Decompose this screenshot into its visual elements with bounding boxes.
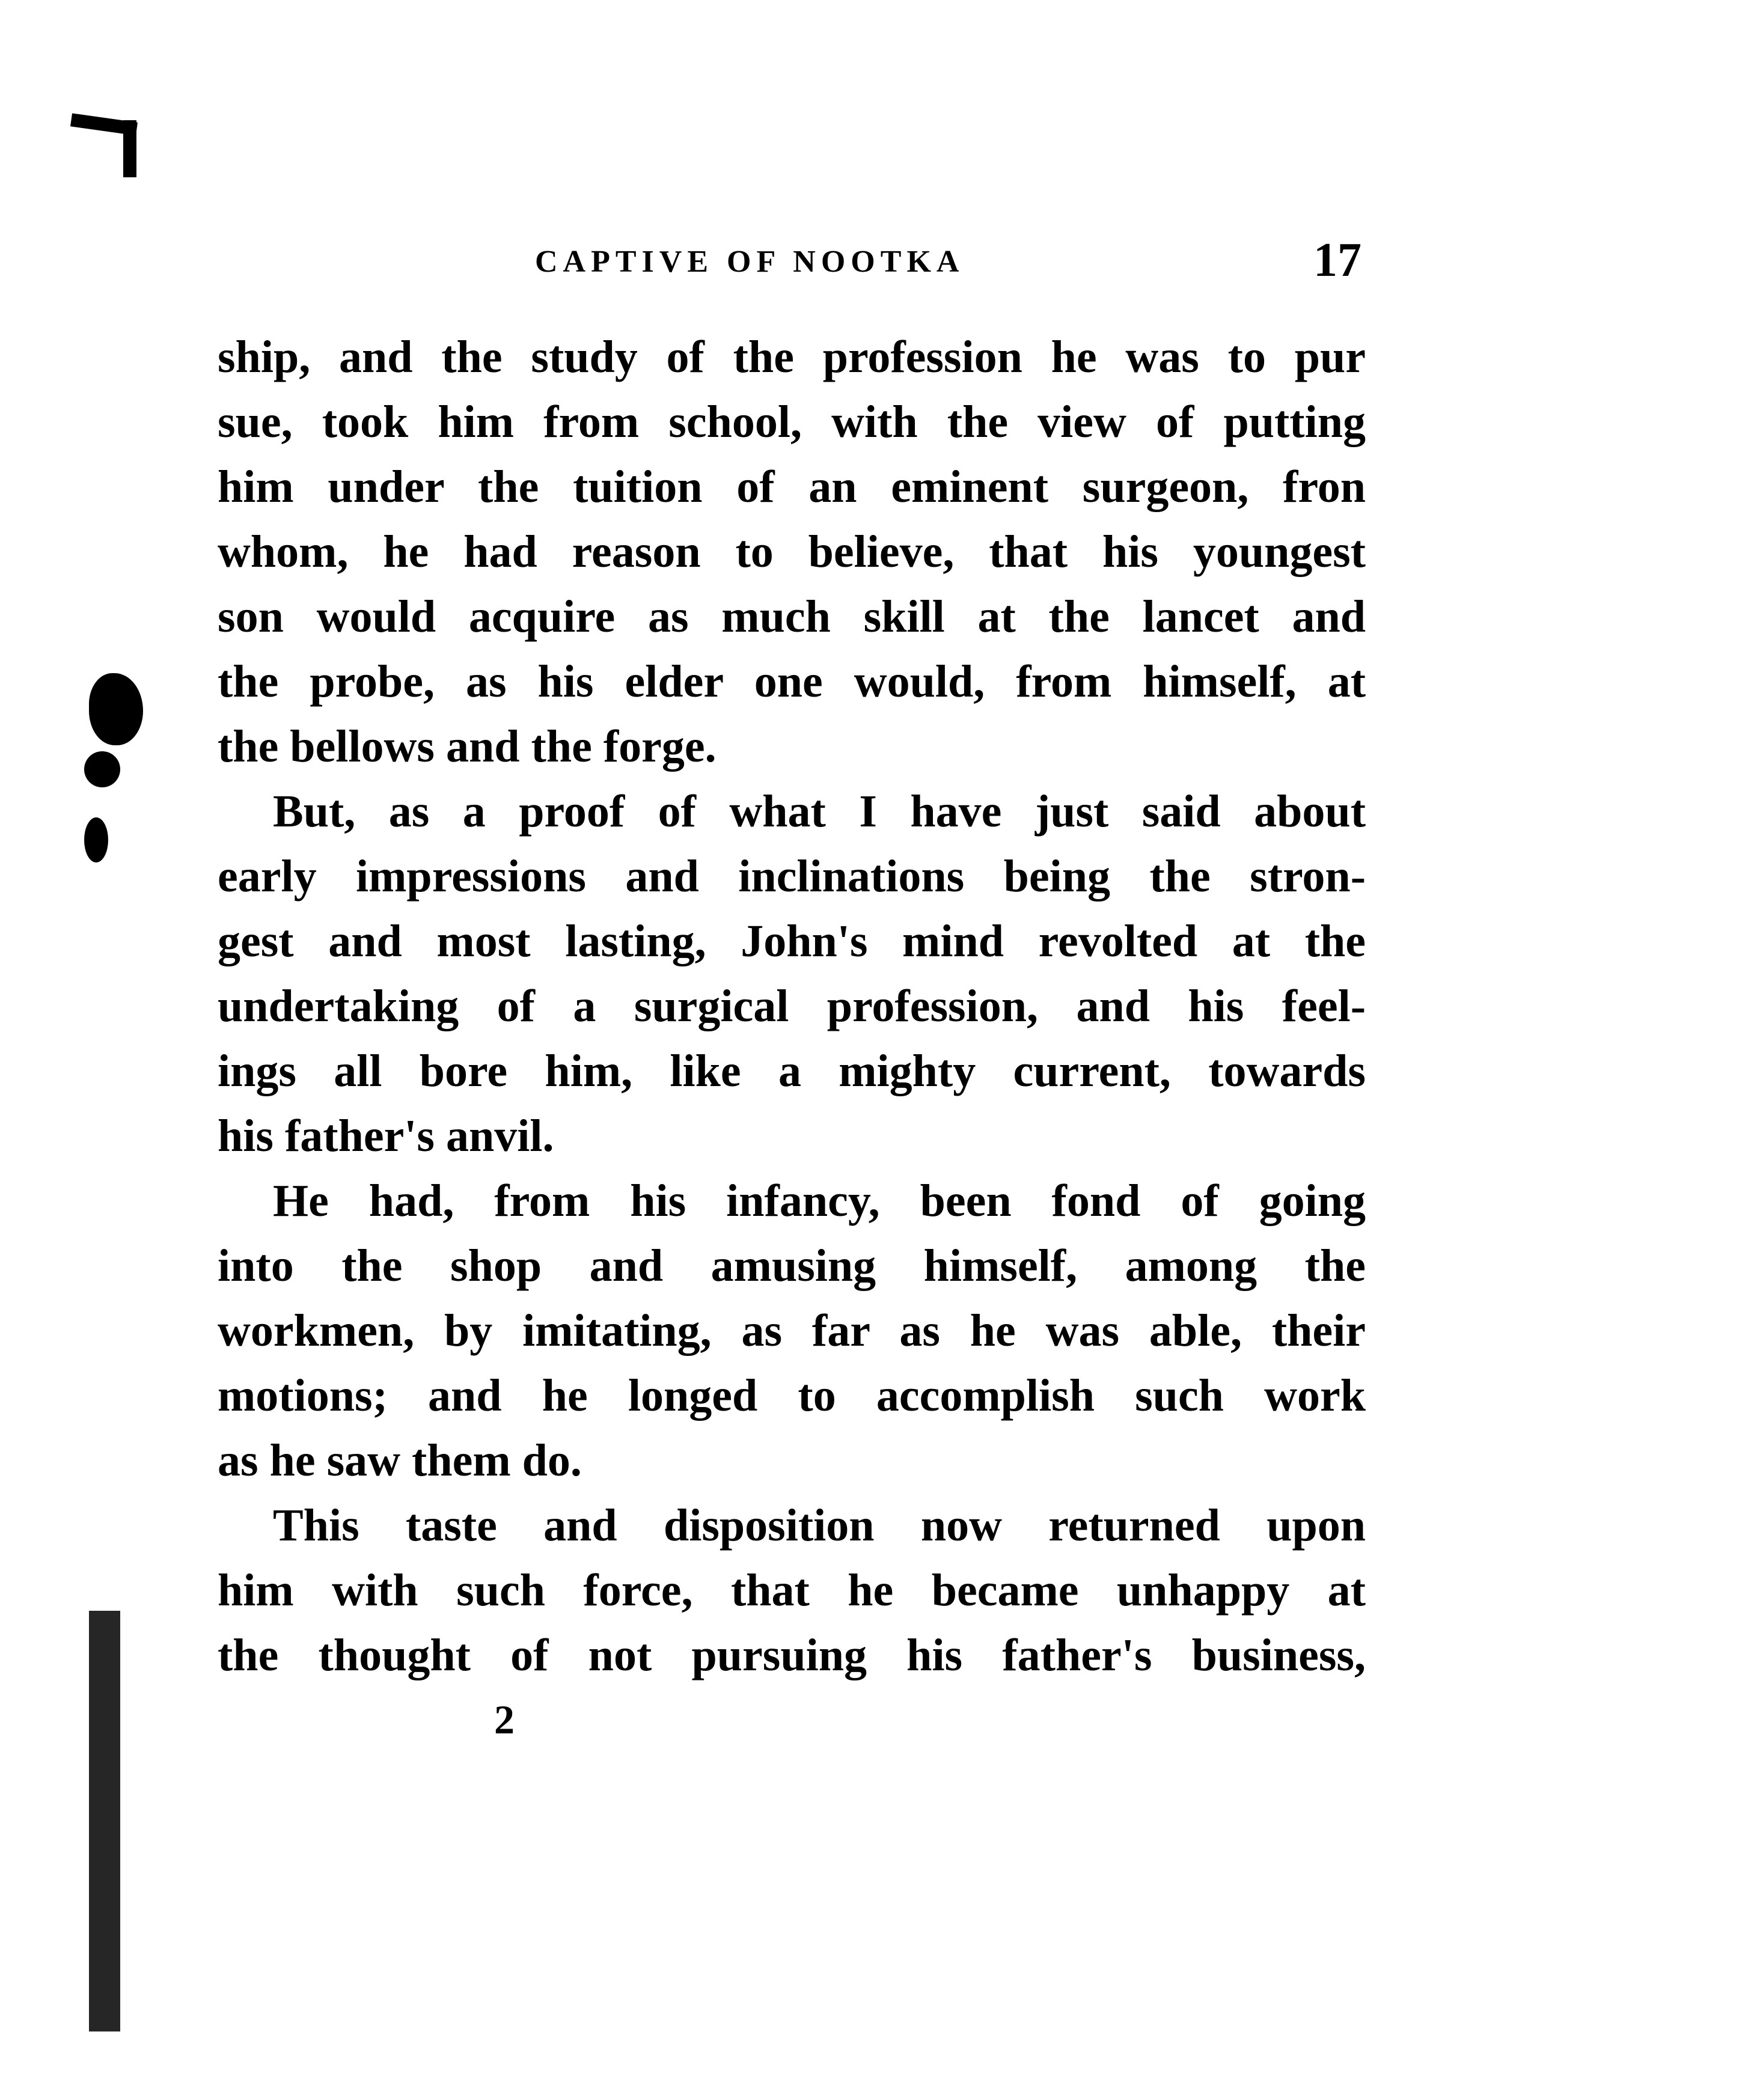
text-line: gest and most lasting, John's mind revolted at the — [218, 916, 1366, 966]
text-line: the probe, as his elder one would, from himself, at — [218, 656, 1366, 707]
text-line: ship, and the study of the profession he was to pur — [218, 332, 1366, 382]
running-header — [216, 236, 1361, 290]
text-line: into the shop and amusing himself, among the — [218, 1241, 1366, 1291]
text-line: his father's anvil. — [218, 1111, 554, 1161]
paragraph — [218, 779, 1366, 1168]
text-line: the bellows and the forge. — [218, 721, 717, 772]
text-line: undertaking of a surgical profession, and his feel- — [218, 981, 1366, 1031]
scan-artifact-ink-blot-2 — [84, 751, 120, 787]
text-line: the thought of not pursuing his father's business, — [218, 1630, 1366, 1680]
text-line: early impressions and inclinations being the stron- — [218, 851, 1366, 902]
text-line: him with such force, that he became unhappy at — [218, 1565, 1366, 1616]
paragraph — [218, 325, 1366, 779]
paragraph — [218, 1168, 1366, 1493]
text-line: He had, from his infancy, been fond of going — [273, 1176, 1366, 1226]
text-line: workmen, by imitating, as far as he was able, their — [218, 1305, 1366, 1356]
paragraph — [218, 1493, 1366, 1688]
signature-mark: 2 — [494, 1697, 515, 1742]
scan-artifact-ink-blot-3 — [84, 817, 108, 862]
body-text — [218, 325, 1366, 1688]
text-line: as he saw them do. — [218, 1435, 582, 1486]
text-line: whom, he had reason to believe, that his youngest — [218, 527, 1366, 577]
scan-artifact-ink-blot-1 — [89, 673, 143, 745]
scan-artifact-spine-strip — [89, 1611, 120, 2031]
scan-artifact-top-left-stem — [123, 120, 136, 177]
text-line: sue, took him from school, with the view of putting — [218, 397, 1366, 447]
running-title: CAPTIVE OF NOOTKA — [535, 245, 965, 279]
text-line: him under the tuition of an eminent surgeon, fron — [218, 462, 1366, 512]
page-number: 17 — [1313, 234, 1361, 287]
text-line: But, as a proof of what I have just said about — [273, 786, 1366, 837]
text-line: ings all bore him, like a mighty current, towards — [218, 1046, 1366, 1096]
text-line: motions; and he longed to accomplish such work — [218, 1370, 1366, 1421]
text-line: son would acquire as much skill at the lancet and — [218, 591, 1366, 642]
text-line: This taste and disposition now returned upon — [273, 1500, 1366, 1551]
